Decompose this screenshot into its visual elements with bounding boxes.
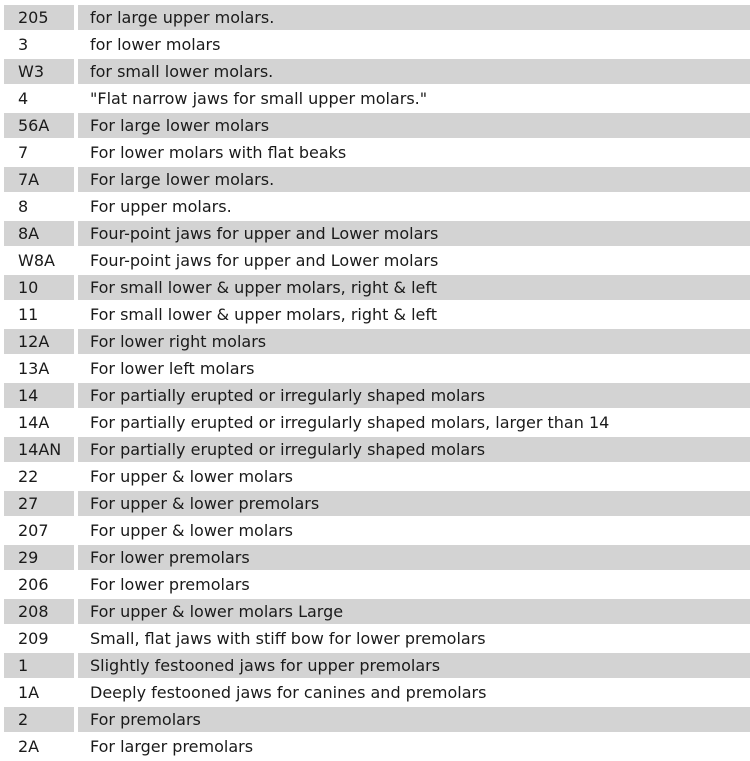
table-row: [0, 32, 750, 59]
description-cell: For small lower & upper molars, right & left: [78, 275, 750, 300]
table-row: [0, 302, 750, 329]
model-code-cell: W3: [4, 59, 74, 84]
table-row: [0, 626, 750, 653]
description-cell: Slightly festooned jaws for upper premolars: [78, 653, 750, 678]
model-code-cell: 2: [4, 707, 74, 732]
table-row: [0, 383, 750, 410]
model-code-cell: 208: [4, 599, 74, 624]
table-row: [0, 221, 750, 248]
description-cell: For lower premolars: [78, 545, 750, 570]
description-cell: Deeply festooned jaws for canines and premolars: [78, 680, 750, 705]
description-cell: For partially erupted or irregularly shaped molars, larger than 14: [78, 410, 750, 435]
table-row: [0, 599, 750, 626]
model-code-cell: W8A: [4, 248, 74, 273]
table-row: [0, 410, 750, 437]
model-code-cell: 10: [4, 275, 74, 300]
model-code-cell: 29: [4, 545, 74, 570]
description-cell: for large upper molars.: [78, 5, 750, 30]
description-cell: For upper & lower molars: [78, 464, 750, 489]
description-cell: For lower left molars: [78, 356, 750, 381]
description-cell: For upper & lower premolars: [78, 491, 750, 516]
model-code-cell: 13A: [4, 356, 74, 381]
description-cell: Four-point jaws for upper and Lower molars: [78, 221, 750, 246]
description-cell: For upper & lower molars: [78, 518, 750, 543]
table-row: [0, 653, 750, 680]
model-code-cell: 1: [4, 653, 74, 678]
model-code-cell: 1A: [4, 680, 74, 705]
table-row: [0, 491, 750, 518]
model-code-cell: 7: [4, 140, 74, 165]
model-code-cell: 27: [4, 491, 74, 516]
description-cell: For upper molars.: [78, 194, 750, 219]
description-cell: For lower molars with flat beaks: [78, 140, 750, 165]
description-cell: For premolars: [78, 707, 750, 732]
description-cell: for lower molars: [78, 32, 750, 57]
model-code-cell: 11: [4, 302, 74, 327]
model-code-cell: 14: [4, 383, 74, 408]
description-cell: "Flat narrow jaws for small upper molars.": [78, 86, 750, 111]
table-row: [0, 248, 750, 275]
table-row: [0, 356, 750, 383]
model-code-cell: 205: [4, 5, 74, 30]
table-row: [0, 572, 750, 599]
model-code-cell: 207: [4, 518, 74, 543]
model-code-cell: 2A: [4, 734, 74, 759]
description-cell: For large lower molars: [78, 113, 750, 138]
forceps-table: [0, 5, 750, 761]
table-row: [0, 680, 750, 707]
table-row: [0, 518, 750, 545]
model-code-cell: 209: [4, 626, 74, 651]
model-code-cell: 206: [4, 572, 74, 597]
table-row: [0, 275, 750, 302]
table-row: [0, 194, 750, 221]
table-row: [0, 707, 750, 734]
model-code-cell: 4: [4, 86, 74, 111]
model-code-cell: 3: [4, 32, 74, 57]
description-cell: For partially erupted or irregularly shaped molars: [78, 437, 750, 462]
description-cell: For partially erupted or irregularly shaped molars: [78, 383, 750, 408]
table-row: [0, 329, 750, 356]
model-code-cell: 12A: [4, 329, 74, 354]
table-row: [0, 167, 750, 194]
description-cell: For large lower molars.: [78, 167, 750, 192]
description-cell: For upper & lower molars Large: [78, 599, 750, 624]
table-row: [0, 59, 750, 86]
model-code-cell: 8: [4, 194, 74, 219]
model-code-cell: 7A: [4, 167, 74, 192]
description-cell: Four-point jaws for upper and Lower molars: [78, 248, 750, 273]
description-cell: For small lower & upper molars, right & left: [78, 302, 750, 327]
model-code-cell: 8A: [4, 221, 74, 246]
table-row: [0, 140, 750, 167]
table-row: [0, 5, 750, 32]
description-cell: Small, flat jaws with stiff bow for lower premolars: [78, 626, 750, 651]
description-cell: For lower premolars: [78, 572, 750, 597]
table-row: [0, 86, 750, 113]
description-cell: for small lower molars.: [78, 59, 750, 84]
description-cell: For larger premolars: [78, 734, 750, 759]
description-cell: For lower right molars: [78, 329, 750, 354]
table-row: [0, 113, 750, 140]
table-row: [0, 464, 750, 491]
table-row: [0, 734, 750, 761]
model-code-cell: 56A: [4, 113, 74, 138]
table-row: [0, 545, 750, 572]
model-code-cell: 22: [4, 464, 74, 489]
model-code-cell: 14AN: [4, 437, 74, 462]
table-row: [0, 437, 750, 464]
model-code-cell: 14A: [4, 410, 74, 435]
